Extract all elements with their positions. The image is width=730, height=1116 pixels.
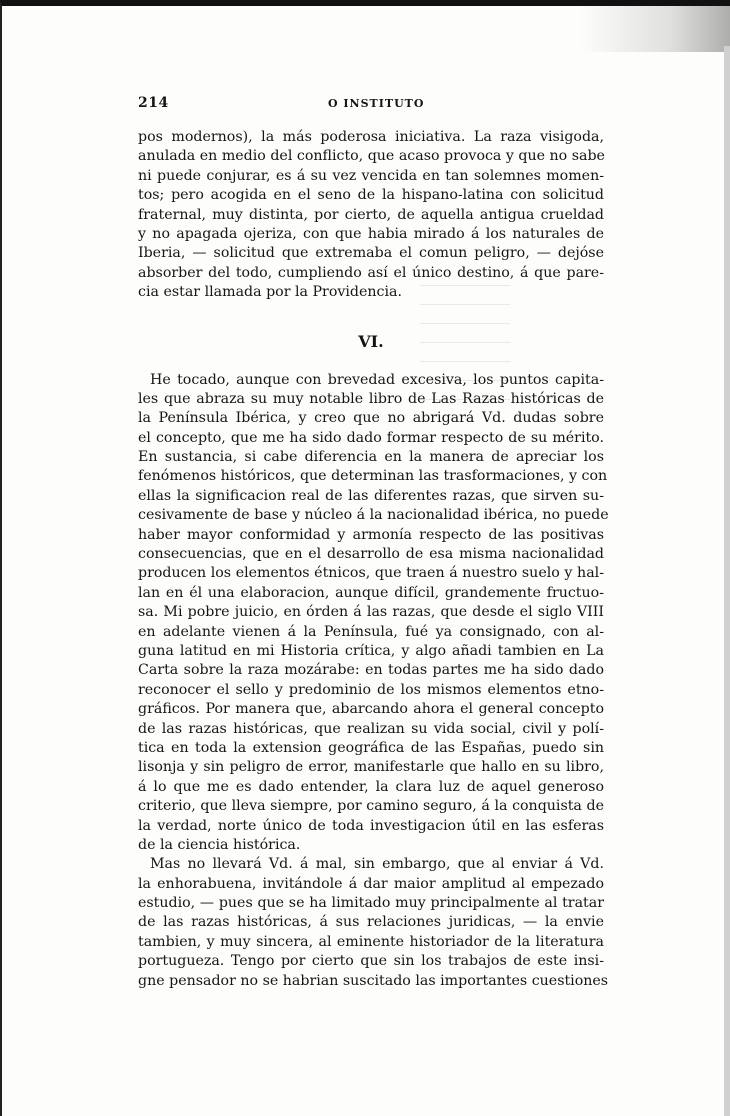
text-line: Carta sobre la raza mozárabe: en todas partes me ha sido dado [138,662,604,679]
paragraph-2 [138,371,609,856]
text-line: consecuencias, que en el desarrollo de esa misma nacionalidad [138,546,604,563]
text-line: la enhorabuena, invitándole á dar maior amplitud al empezado [138,875,604,892]
text-line: gráficos. Por manera que, abarcando ahora el general concepto [138,701,604,718]
text-line: producen los elementos étnicos, que traen á nuestro suelo y hal- [138,565,604,582]
text-line: pos modernos), la más poderosa iniciativa. La raza visigoda, [138,129,604,145]
text-line: les que abraza su muy notable libro de Las Razas históricas de [138,390,604,407]
text-line: tica en toda la extension geográfica de las Españas, puedo sin [138,739,604,756]
text-line: reconocer el sello y predominio de los mismos elementos etno- [138,681,604,698]
text-line: y no apagada ojeriza, con que habia mirado á los naturales de [138,225,604,242]
running-title: O INSTITUTO [328,97,425,110]
text-line: la verdad, norte único de toda investigacion útil en las esferas [138,817,604,834]
text-line: en adelante vienen á la Península, fué ya consignado, con al- [138,623,604,640]
page-number: 214 [138,95,169,111]
text-line: anulada en medio del conflicto, que acaso provoca y que no sabe [138,148,605,165]
text-line: fenómenos históricos, que determinan las trasformaciones, y con [138,468,608,485]
page-header [138,95,603,115]
text-line: absorber del todo, cumpliendo así el único destino, á que pare- [138,264,604,281]
text-line: tambien, y muy sincera, al eminente historiador de la literatura [138,933,604,950]
text-line: gne pensador no se habrian suscitado las importantes cuestiones [138,972,609,989]
text-line: estudio, — pues que se ha limitado muy principalmente al tratar [138,895,604,912]
text-line: cesivamente de base y núcleo á la nacionalidad ibérica, no puede [138,507,609,524]
paragraph-3 [138,855,609,991]
text-line: sa. Mi pobre juicio, en órden á las razas, que desde el siglo VIII [138,604,604,621]
text-line: En sustancia, si cabe diferencia en la manera de apreciar los [138,449,604,466]
text-line: cia estar llamada por la Providencia. [138,284,402,301]
text-line: la Península Ibérica, y creo que no abrigará Vd. dudas sobre [138,410,604,427]
text-line: de la ciencia histórica. [138,836,301,853]
text-line: tos; pero acogida en el seno de la hispano-latina con solicitud [138,187,604,204]
text-line: lisonja y sin peligro de error, manifestarle que hallo en su libro, [138,759,604,776]
text-line: lan en él una elaboracion, aunque difícil, grandemente fructuo- [138,584,604,601]
text-line: He tocado, aunque con brevedad excesiva, los puntos capita- [150,371,604,388]
text-line: guna latitud en mi Historia crítica, y algo añadi tambien en La [138,642,604,659]
text-line: portugueza. Tengo por cierto que sin los trabajos de este insi- [138,953,604,970]
text-line: haber mayor conformidad y armonía respecto de las positivas [138,526,604,543]
text-line: criterio, que lleva siempre, por camino seguro, á la conquista de [138,798,604,815]
text-line: Mas no llevará Vd. á mal, sin embargo, que al enviar á Vd. [150,856,604,873]
text-line: el concepto, que me ha sido dado formar respecto de su mérito. [138,429,604,446]
text-line: ellas la significacion real de las diferentes razas, que sirven su- [138,487,604,504]
text-line: de las razas históricas, que realizan su vida social, civil y polí- [138,720,604,737]
body-text [138,128,609,991]
section-heading: VI. [358,331,384,351]
text-line: ni puede conjurar, es á su vez vencida en tan solemnes momen- [138,167,604,184]
text-line: Iberia, — solicitud que extremaba el comun peligro, — dejóse [138,245,604,262]
text-line: fraternal, muy distinta, por cierto, de aquella antigua crueldad [138,206,604,223]
paragraph-1 [138,128,604,303]
text-line: de las razas históricas, á sus relaciones juridicas, — la envie [138,914,604,931]
text-line: á lo que me es dado entender, la clara luz de aquel generoso [138,778,604,795]
